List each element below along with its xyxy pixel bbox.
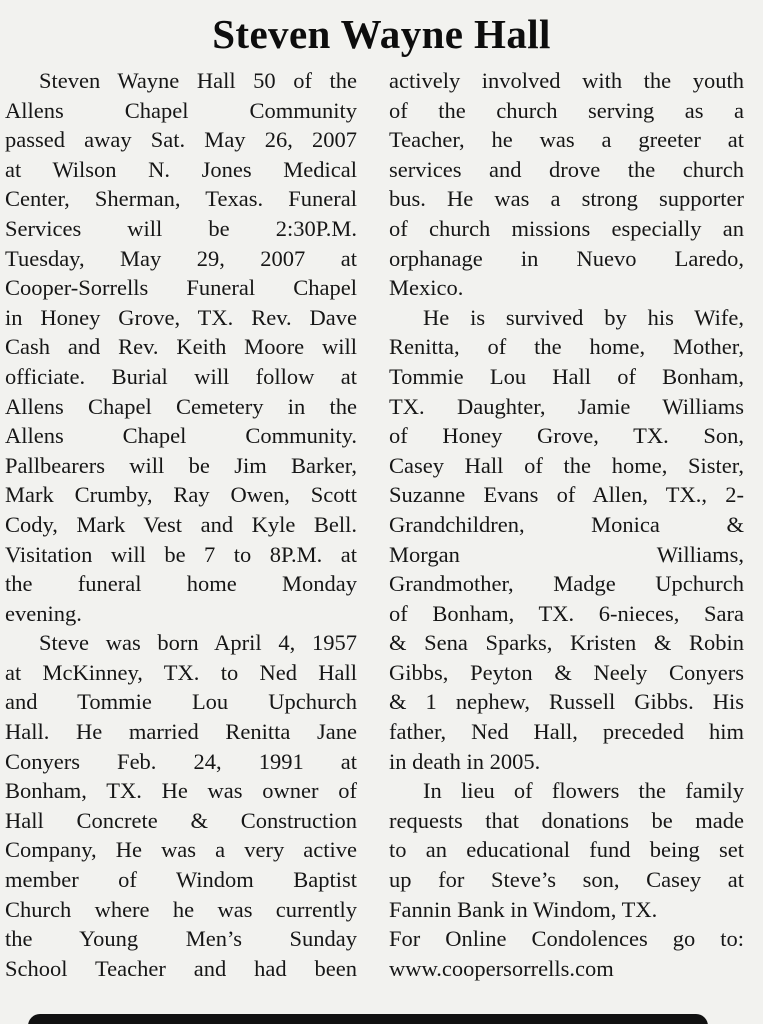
- text-line: For Online Condolences go to:: [389, 926, 744, 952]
- text-line: & Sena Sparks, Kristen & Robin: [389, 630, 744, 656]
- text-line: & 1 nephew, Russell Gibbs. His: [389, 689, 744, 715]
- text-line: Pallbearers will be Jim Barker,: [5, 452, 357, 478]
- text-line: Suzanne Evans of Allen, TX., 2-: [389, 482, 744, 508]
- text-line: Fannin Bank in Windom, TX.: [389, 896, 658, 922]
- text-line: of Bonham, TX. 6-nieces, Sara: [389, 600, 744, 626]
- text-line: requests that donations be made: [389, 807, 744, 833]
- text-line: Company, He was a very active: [5, 837, 357, 863]
- text-line: Bonham, TX. He was owner of: [5, 778, 357, 804]
- text-line: Services will be 2:30P.M.: [5, 215, 357, 241]
- text-line: Grandmother, Madge Upchurch: [389, 571, 744, 597]
- next-article-edge: [28, 1014, 708, 1024]
- text-line: School Teacher and had been: [5, 955, 357, 981]
- text-line: Center, Sherman, Texas. Funeral: [5, 186, 357, 212]
- text-line: Renitta, of the home, Mother,: [389, 334, 744, 360]
- text-line: at Wilson N. Jones Medical: [5, 156, 357, 182]
- text-line: Gibbs, Peyton & Neely Conyers: [389, 659, 744, 685]
- text-line: up for Steve’s son, Casey at: [389, 867, 744, 893]
- text-line: Allens Chapel Cemetery in the: [5, 393, 357, 419]
- text-line: in death in 2005.: [389, 748, 541, 774]
- text-line: Cooper-Sorrells Funeral Chapel: [5, 275, 357, 301]
- text-line: Tuesday, May 29, 2007 at: [5, 245, 357, 271]
- text-line: Church where he was currently: [5, 896, 357, 922]
- text-line: at McKinney, TX. to Ned Hall: [5, 659, 357, 685]
- text-line: of the church serving as a: [389, 97, 744, 123]
- text-line: passed away Sat. May 26, 2007: [5, 127, 357, 153]
- text-line: In lieu of flowers the family: [423, 778, 744, 804]
- text-line: father, Ned Hall, preceded him: [389, 719, 744, 745]
- text-line: Conyers Feb. 24, 1991 at: [5, 748, 357, 774]
- text-line: Morgan Williams,: [389, 541, 744, 567]
- text-line: Hall Concrete & Construction: [5, 807, 357, 833]
- text-line: He is survived by his Wife,: [423, 304, 744, 330]
- text-line: Allens Chapel Community.: [5, 423, 357, 449]
- text-line: Casey Hall of the home, Sister,: [389, 452, 744, 478]
- text-line: Hall. He married Renitta Jane: [5, 719, 357, 745]
- text-line: actively involved with the youth: [389, 68, 744, 93]
- text-line: Steven Wayne Hall 50 of the: [39, 68, 357, 93]
- text-line: in Honey Grove, TX. Rev. Dave: [5, 304, 357, 330]
- right-column: [389, 66, 744, 983]
- text-line: TX. Daughter, Jamie Williams: [389, 393, 744, 419]
- text-line: Steve was born April 4, 1957: [39, 630, 357, 656]
- text-line: services and drove the church: [389, 156, 744, 182]
- obituary-title: Steven Wayne Hall: [212, 11, 551, 57]
- text-line: Teacher, he was a greeter at: [389, 127, 744, 153]
- text-line: Tommie Lou Hall of Bonham,: [389, 363, 744, 389]
- text-line: Grandchildren, Monica &: [389, 511, 744, 537]
- text-line: the Young Men’s Sunday: [5, 926, 357, 952]
- text-line: Cash and Rev. Keith Moore will: [5, 334, 357, 360]
- text-line: Allens Chapel Community: [5, 97, 357, 123]
- text-line: Cody, Mark Vest and Kyle Bell.: [5, 511, 357, 537]
- text-line: evening.: [5, 600, 82, 626]
- text-line: Visitation will be 7 to 8P.M. at: [5, 541, 357, 567]
- text-line: officiate. Burial will follow at: [5, 363, 357, 389]
- text-line: and Tommie Lou Upchurch: [5, 689, 357, 715]
- text-line: to an educational fund being set: [389, 837, 744, 863]
- text-line: bus. He was a strong supporter: [389, 186, 744, 212]
- text-line: member of Windom Baptist: [5, 867, 357, 893]
- text-line: www.coopersorrells.com: [389, 955, 614, 981]
- text-line: the funeral home Monday: [5, 571, 357, 597]
- text-line: of Honey Grove, TX. Son,: [389, 423, 744, 449]
- text-line: of church missions especially an: [389, 215, 744, 241]
- text-line: orphanage in Nuevo Laredo,: [389, 245, 744, 271]
- text-line: Mexico.: [389, 275, 464, 301]
- left-column: [5, 66, 357, 983]
- text-line: Mark Crumby, Ray Owen, Scott: [5, 482, 357, 508]
